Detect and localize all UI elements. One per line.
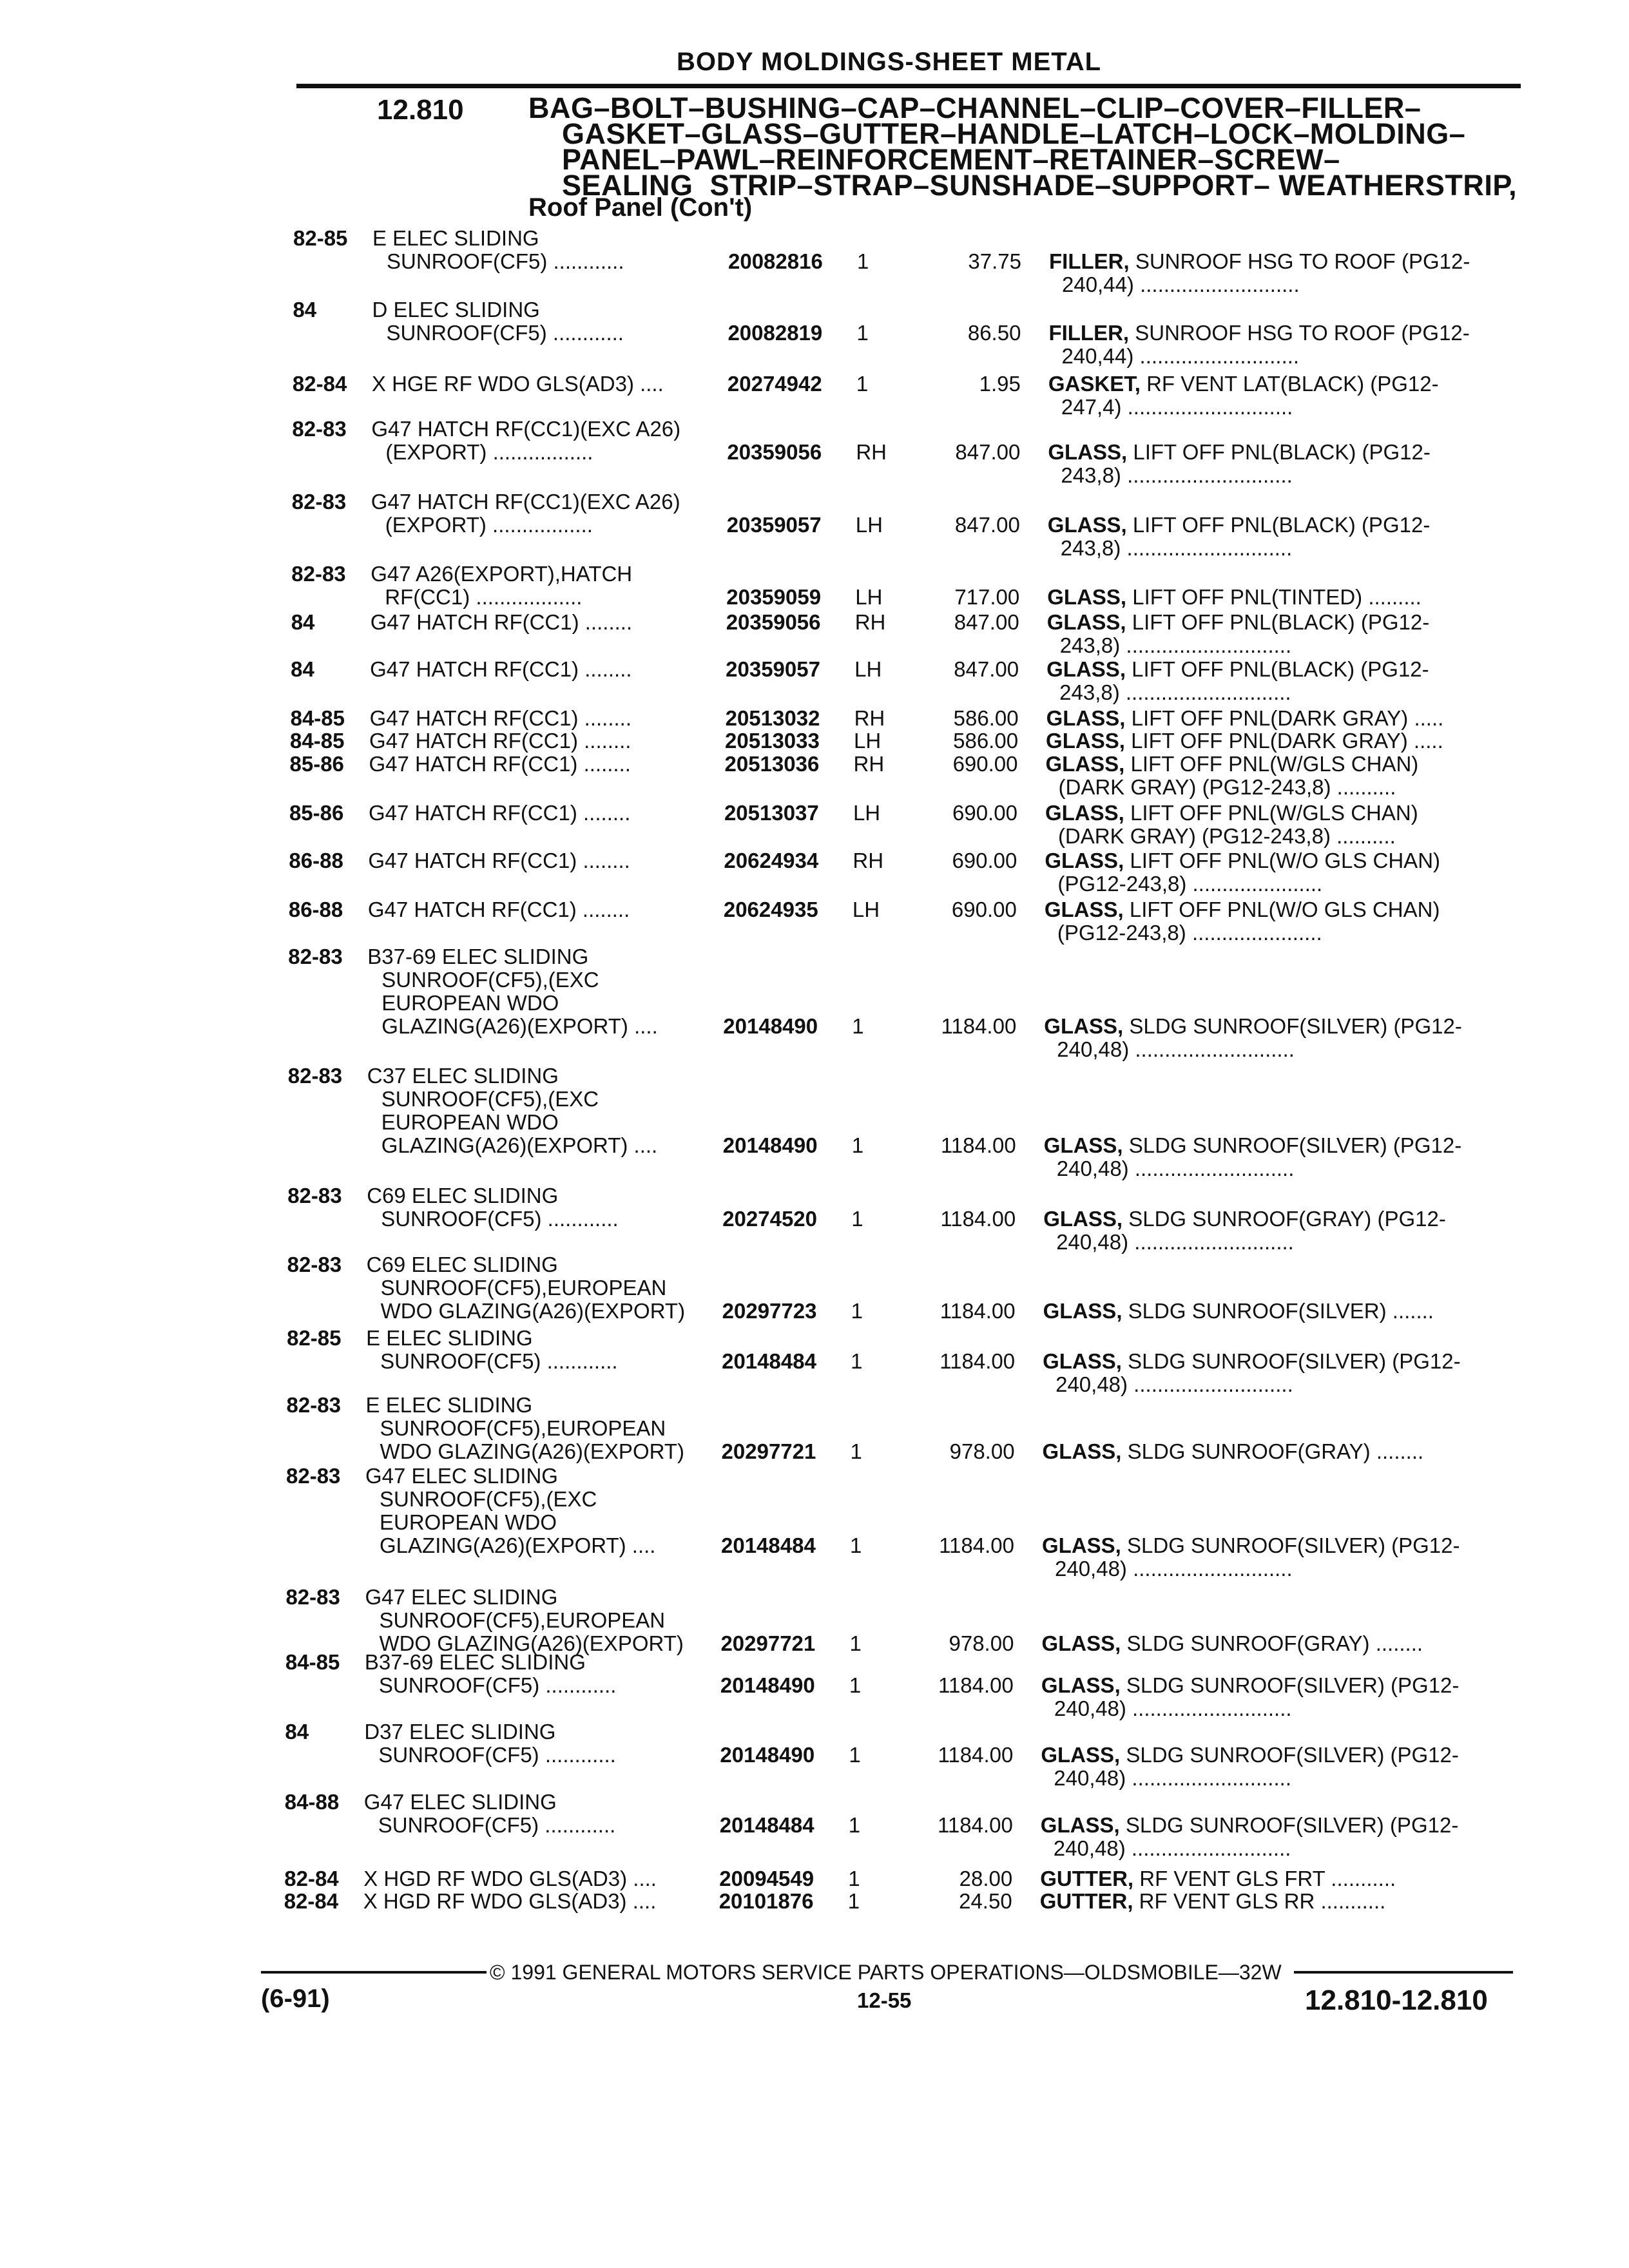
entry-part-number: 20148490 (720, 1743, 815, 1767)
entry-description-line: (DARK GRAY) (PG12-243,8) .......... (1058, 776, 1396, 799)
page-number: 12-55 (857, 1988, 912, 2012)
entry-year: 82-83 (292, 417, 347, 441)
entry-description-line: 240,44) ........................... (1061, 345, 1300, 368)
entry-part-number: 20148484 (721, 1533, 816, 1557)
entry-year: 84 (293, 298, 317, 322)
section-range: 12.810-12.810 (1305, 1984, 1488, 2016)
entry-year: 82-85 (293, 226, 348, 250)
entry-part-number: 20624934 (724, 849, 819, 872)
entry-quantity: 1 (851, 1133, 864, 1157)
entry-price: 28.00 (959, 1867, 1013, 1890)
entry-description-noun: GLASS, (1045, 753, 1125, 776)
entry-part-number: 20148484 (722, 1349, 816, 1373)
entry-description-line: 240,48) ........................... (1056, 1157, 1295, 1180)
entry-description-noun: GLASS, (1047, 586, 1127, 609)
entry-description-line: 243,8) ............................ (1060, 537, 1293, 560)
entry-description-line: GLASS, LIFT OFF PNL(DARK GRAY) ..... (1046, 707, 1444, 730)
entry-model-line: SUNROOF(CF5) ............ (386, 321, 624, 345)
entry-description-line: 240,44) ........................... (1062, 273, 1300, 296)
entry-part-number: 20148490 (723, 1014, 818, 1038)
entry-description-line: GLASS, SLDG SUNROOF(SILVER) (PG12- (1043, 1350, 1461, 1373)
entry-year: 82-83 (291, 490, 347, 514)
entry-model-line: G47 HATCH RF(CC1) ........ (367, 898, 630, 921)
entry-price: 1184.00 (937, 1813, 1013, 1837)
entry-description-line: GLASS, LIFT OFF PNL(BLACK) (PG12- (1048, 441, 1431, 464)
entry-part-number: 20094549 (719, 1867, 815, 1890)
entry-description-line: (PG12-243,8) ...................... (1057, 872, 1323, 896)
entry-model-line: G47 HATCH RF(CC1) ........ (368, 801, 631, 825)
entry-year: 84 (291, 610, 315, 634)
entry-year: 82-84 (292, 372, 347, 396)
entry-year: 82-84 (284, 1867, 339, 1890)
entry-year: 82-83 (291, 562, 346, 586)
entry-description-line: GLASS, LIFT OFF PNL(W/GLS CHAN) (1045, 802, 1418, 825)
entry-description-noun: GLASS, (1040, 1814, 1120, 1837)
entry-part-number: 20513036 (724, 752, 820, 776)
entry-model-line: G47 HATCH RF(CC1) ........ (369, 752, 631, 776)
revision-date: (6-91) (261, 1984, 330, 2013)
entry-model-line: SUNROOF(CF5),(EXC (381, 1087, 599, 1111)
entry-part-number: 20297721 (721, 1439, 816, 1463)
entry-description-line: GASKET, RF VENT LAT(BLACK) (PG12- (1048, 372, 1439, 396)
entry-description-noun: GLASS, (1046, 729, 1125, 753)
entry-price: 1184.00 (941, 1014, 1017, 1038)
entry-model-line: EUROPEAN WDO (381, 991, 559, 1015)
entry-part-number: 20359056 (727, 440, 822, 464)
entry-description-line: 247,4) ............................ (1061, 396, 1293, 419)
entry-description-noun: FILLER, (1049, 250, 1130, 273)
entry-model-line: C69 ELEC SLIDING (367, 1184, 559, 1207)
entry-year: 84-85 (290, 729, 345, 753)
entry-description-line: 243,8) ............................ (1059, 634, 1292, 657)
section-subtitle: Roof Panel (Con't) (528, 193, 753, 222)
entry-year: 86-88 (288, 898, 343, 921)
entry-part-number: 20359057 (726, 657, 820, 681)
entry-quantity: 1 (850, 1439, 862, 1463)
entry-description-line: 243,8) ............................ (1061, 464, 1293, 487)
entry-model-line: SUNROOF(CF5),(EXC (381, 968, 599, 992)
entry-price: 690.00 (952, 849, 1017, 872)
copyright-notice: © 1991 GENERAL MOTORS SERVICE PARTS OPERATIONS—OLDSMOBILE—32W (490, 1961, 1282, 1984)
entry-model-line: C69 ELEC SLIDING (366, 1253, 558, 1276)
entry-description-line: GLASS, LIFT OFF PNL(TINTED) ......... (1047, 586, 1422, 609)
entry-year: 84-85 (285, 1650, 340, 1674)
entry-description-noun: GLASS, (1041, 1674, 1121, 1697)
entry-price: 690.00 (951, 898, 1017, 921)
entry-description-line: (DARK GRAY) (PG12-243,8) .......... (1057, 825, 1396, 848)
header-rule (296, 84, 1521, 88)
entry-year: 82-85 (287, 1326, 342, 1350)
entry-quantity: LH (855, 585, 883, 609)
entry-price: 1184.00 (940, 1349, 1016, 1373)
entry-quantity: 1 (848, 1867, 860, 1890)
entry-model-line: G47 HATCH RF(CC1) ........ (370, 610, 633, 634)
entry-model-line: D ELEC SLIDING (372, 298, 540, 322)
entry-year: 82-83 (288, 945, 343, 968)
entry-price: 1.95 (979, 372, 1021, 396)
entry-quantity: RH (853, 849, 884, 872)
entry-model-line: X HGD RF WDO GLS(AD3) .... (363, 1889, 657, 1913)
entry-part-number: 20513033 (725, 729, 820, 753)
entry-description-line: GLASS, SLDG SUNROOF(SILVER) (PG12- (1041, 1674, 1460, 1697)
entry-quantity: RH (856, 440, 887, 464)
entry-model-line: E ELEC SLIDING (365, 1393, 533, 1417)
entry-part-number: 20148490 (722, 1133, 818, 1157)
entry-description-line: FILLER, SUNROOF HSG TO ROOF (PG12- (1048, 322, 1470, 345)
entry-description-noun: GLASS, (1044, 1015, 1124, 1038)
entry-part-number: 20148490 (720, 1673, 815, 1697)
entry-description-line: GLASS, LIFT OFF PNL(BLACK) (PG12- (1046, 611, 1430, 634)
entry-price: 1184.00 (940, 1133, 1016, 1157)
entry-price: 690.00 (952, 801, 1017, 825)
entry-price: 24.50 (959, 1889, 1012, 1913)
entry-part-number: 20274942 (727, 372, 822, 396)
entry-description-line: FILLER, SUNROOF HSG TO ROOF (PG12- (1049, 250, 1470, 273)
entry-description-noun: GASKET, (1048, 372, 1141, 396)
entry-year: 82-83 (286, 1393, 341, 1417)
entry-year: 82-83 (287, 1064, 343, 1088)
entry-description-noun: GLASS, (1042, 1534, 1121, 1557)
entry-year: 82-84 (284, 1889, 339, 1913)
entry-model-line: SUNROOF(CF5),EUROPEAN (380, 1416, 666, 1440)
entry-model-line: SUNROOF(CF5) ............ (387, 249, 624, 273)
entry-part-number: 20082819 (728, 321, 823, 345)
entry-description-line: GLASS, SLDG SUNROOF(SILVER) (PG12- (1044, 1015, 1462, 1038)
entry-part-number: 20274520 (722, 1207, 818, 1231)
entry-description-line: 240,48) ........................... (1055, 1557, 1293, 1581)
entry-description-line: GLASS, LIFT OFF PNL(W/O GLS CHAN) (1044, 898, 1440, 921)
entry-quantity: LH (854, 657, 882, 681)
entry-description-noun: GLASS, (1043, 1134, 1123, 1157)
entry-description-line: GLASS, LIFT OFF PNL(BLACK) (PG12- (1046, 658, 1429, 681)
entry-quantity: 1 (852, 1014, 864, 1038)
entry-description-line: GUTTER, RF VENT GLS FRT ........... (1040, 1867, 1396, 1890)
entry-model-line: C37 ELEC SLIDING (367, 1064, 559, 1088)
entry-model-line: WDO GLAZING(A26)(EXPORT) (379, 1631, 684, 1655)
entry-model-line: G47 HATCH RF(CC1) ........ (369, 729, 631, 753)
entry-price: 1184.00 (940, 1207, 1016, 1231)
entry-model-line: GLAZING(A26)(EXPORT) .... (381, 1133, 658, 1157)
entry-description-line: GLASS, LIFT OFF PNL(W/GLS CHAN) (1045, 753, 1419, 776)
entry-model-line: SUNROOF(CF5) ............ (381, 1207, 619, 1231)
entry-description-noun: GUTTER, (1039, 1890, 1133, 1913)
entry-description-line: GLASS, SLDG SUNROOF(SILVER) (PG12- (1043, 1134, 1462, 1157)
entry-model-line: WDO GLAZING(A26)(EXPORT) (380, 1439, 684, 1463)
entry-description-noun: GLASS, (1046, 658, 1126, 681)
entry-model-line: EUROPEAN WDO (381, 1110, 559, 1134)
entry-price: 978.00 (949, 1631, 1014, 1655)
entry-description-noun: GLASS, (1042, 1440, 1122, 1463)
entry-price: 978.00 (949, 1439, 1015, 1463)
entry-model-line: SUNROOF(CF5) ............ (380, 1349, 618, 1373)
entry-description-noun: GLASS, (1043, 1350, 1122, 1373)
footer-rule-right (1294, 1971, 1513, 1974)
entry-description-line: GLASS, SLDG SUNROOF(SILVER) (PG12- (1040, 1814, 1459, 1837)
entry-description-noun: GLASS, (1043, 1207, 1123, 1231)
entry-year: 82-83 (286, 1464, 341, 1488)
entry-price: 847.00 (954, 513, 1020, 537)
entry-model-line: SUNROOF(CF5) ............ (378, 1813, 616, 1837)
entry-part-number: 20513032 (725, 706, 820, 730)
entry-quantity: LH (853, 801, 881, 825)
footer-rule-left (261, 1971, 487, 1974)
entry-price: 1184.00 (940, 1299, 1016, 1323)
entry-price: 586.00 (953, 729, 1019, 753)
entry-model-line: E ELEC SLIDING (366, 1326, 533, 1350)
entry-description-line: GUTTER, RF VENT GLS RR ........... (1039, 1890, 1386, 1913)
entry-price: 847.00 (954, 657, 1019, 681)
entry-price: 717.00 (954, 585, 1020, 609)
entry-model-line: X HGE RF WDO GLS(AD3) .... (371, 372, 664, 396)
entry-description-line: GLASS, SLDG SUNROOF(SILVER) (PG12- (1041, 1744, 1459, 1767)
entry-price: 37.75 (968, 249, 1021, 273)
entry-part-number: 20359057 (726, 513, 822, 537)
entry-price: 1184.00 (938, 1673, 1014, 1697)
entry-year: 82-83 (285, 1585, 340, 1609)
entry-price: 86.50 (967, 321, 1021, 345)
entry-year: 82-83 (287, 1253, 342, 1276)
entry-description-line: 240,48) ........................... (1056, 1231, 1294, 1254)
entry-description-line: GLASS, LIFT OFF PNL(W/O GLS CHAN) (1045, 849, 1441, 872)
entry-year: 84-85 (290, 706, 345, 730)
entry-description-line: GLASS, SLDG SUNROOF(GRAY) ........ (1041, 1632, 1423, 1655)
entry-price: 1184.00 (939, 1533, 1014, 1557)
entry-part-number: 20513037 (724, 801, 819, 825)
entry-price: 847.00 (955, 440, 1021, 464)
entry-model-line: EUROPEAN WDO (380, 1510, 557, 1534)
entry-model-line: X HGD RF WDO GLS(AD3) .... (363, 1867, 657, 1890)
entry-model-line: E ELEC SLIDING (372, 226, 539, 250)
entry-model-line: G47 HATCH RF(CC1) ........ (368, 849, 630, 872)
entry-year: 85-86 (289, 752, 344, 776)
entry-part-number: 20624935 (723, 898, 818, 921)
entry-quantity: 1 (851, 1349, 863, 1373)
entry-description-line: 240,48) ........................... (1055, 1373, 1293, 1396)
entry-part-number: 20297721 (720, 1631, 816, 1655)
entry-quantity: RH (853, 752, 885, 776)
entry-model-line: SUNROOF(CF5) ............ (378, 1673, 617, 1697)
entry-description-noun: GLASS, (1046, 611, 1126, 634)
entry-quantity: 1 (848, 1813, 861, 1837)
entry-model-line: GLAZING(A26)(EXPORT) .... (380, 1533, 656, 1557)
entry-description-line: (PG12-243,8) ...................... (1057, 921, 1322, 945)
entry-model-line: SUNROOF(CF5) ............ (378, 1743, 616, 1767)
entry-model-line: G47 HATCH RF(CC1) ........ (370, 657, 632, 681)
entry-quantity: 1 (847, 1889, 860, 1913)
entry-description-noun: GLASS, (1041, 1632, 1121, 1655)
entry-price: 690.00 (952, 752, 1018, 776)
entry-quantity: 1 (856, 321, 869, 345)
entry-year: 82-83 (287, 1184, 342, 1207)
entry-price: 1184.00 (938, 1743, 1014, 1767)
entry-quantity: LH (855, 513, 883, 537)
entry-quantity: 1 (849, 1673, 862, 1697)
entry-quantity: 1 (849, 1631, 862, 1655)
entry-description-line: 240,48) ........................... (1053, 1837, 1291, 1860)
entry-description-line: 240,48) ........................... (1057, 1038, 1295, 1061)
entry-description-noun: FILLER, (1048, 322, 1130, 345)
entry-model-line: D37 ELEC SLIDING (364, 1720, 556, 1744)
entry-description-line: GLASS, SLDG SUNROOF(GRAY) (PG12- (1043, 1207, 1446, 1231)
entry-model-line: RF(CC1) .................. (385, 585, 583, 609)
entry-model-line: G47 HATCH RF(CC1)(EXC A26) (371, 490, 680, 514)
entry-description-line: GLASS, LIFT OFF PNL(BLACK) (PG12- (1047, 514, 1431, 537)
entry-model-line: G47 HATCH RF(CC1) ........ (369, 706, 632, 730)
entry-quantity: LH (854, 729, 882, 753)
entry-model-line: G47 A26(EXPORT),HATCH (371, 562, 633, 586)
entry-quantity: LH (852, 898, 880, 921)
entry-part-number: 20359056 (726, 610, 821, 634)
entry-description-noun: GLASS, (1045, 802, 1124, 825)
entry-part-number: 20148484 (719, 1813, 815, 1837)
entry-part-number: 20101876 (718, 1889, 814, 1913)
entry-description-line: GLASS, SLDG SUNROOF(GRAY) ........ (1042, 1440, 1424, 1463)
entry-model-line: SUNROOF(CF5),EUROPEAN (379, 1608, 666, 1632)
entry-quantity: RH (854, 610, 886, 634)
entry-year: 86-88 (289, 849, 343, 872)
entry-model-line: G47 ELEC SLIDING (363, 1790, 557, 1814)
entry-year: 84 (291, 657, 314, 681)
entry-description-line: 240,48) ........................... (1054, 1767, 1291, 1790)
entry-model-line: G47 HATCH RF(CC1)(EXC A26) (371, 417, 681, 441)
entry-quantity: 1 (851, 1299, 863, 1323)
entry-quantity: 1 (851, 1207, 863, 1231)
entry-description-line: 243,8) ............................ (1059, 681, 1291, 704)
section-title: BAG–BOLT–BUSHING–CAP–CHANNEL–CLIP–COVER–FILLER– GASKET–GLASS–GUTTER–HANDLE–LATCH–LOCK–MOLDING– PANEL–PAWL–REINFORCEMENT–RETAINER–SCREW– SEALING STRIP–STRAP–SUNSHADE–SUPPORT– WEATHERSTRIP, (528, 91, 1518, 202)
entry-part-number: 20359059 (726, 585, 822, 609)
entry-description-noun: GLASS, (1044, 898, 1124, 921)
entry-description-line: GLASS, SLDG SUNROOF(SILVER) ....... (1043, 1300, 1434, 1323)
entry-year: 85-86 (289, 801, 344, 825)
entry-description-noun: GLASS, (1043, 1300, 1123, 1323)
entry-description-noun: GLASS, (1046, 707, 1126, 730)
entry-model-line: G47 ELEC SLIDING (365, 1464, 558, 1488)
entry-part-number: 20082816 (728, 249, 823, 273)
entry-description-line: 240,48) ........................... (1054, 1697, 1292, 1720)
page-header-title: BODY MOLDINGS-SHEET METAL (677, 48, 1102, 76)
entry-quantity: 1 (856, 372, 869, 396)
entry-model-line: B37-69 ELEC SLIDING (364, 1650, 586, 1674)
entry-description-noun: GLASS, (1047, 514, 1127, 537)
entry-quantity: 1 (850, 1533, 862, 1557)
entry-price: 586.00 (953, 706, 1019, 730)
entry-model-line: SUNROOF(CF5),EUROPEAN (380, 1276, 667, 1300)
entry-description-line: GLASS, LIFT OFF PNL(DARK GRAY) ..... (1046, 729, 1443, 753)
entry-model-line: (EXPORT) ................. (385, 440, 593, 464)
entry-quantity: 1 (849, 1743, 861, 1767)
entry-model-line: GLAZING(A26)(EXPORT) .... (381, 1014, 658, 1038)
entry-model-line: B37-69 ELEC SLIDING (367, 945, 589, 968)
entry-model-line: WDO GLAZING(A26)(EXPORT) (380, 1299, 686, 1323)
entry-quantity: 1 (857, 249, 869, 273)
entry-description-noun: GLASS, (1045, 849, 1124, 872)
entry-model-line: SUNROOF(CF5),(EXC (380, 1487, 597, 1511)
section-number: 12.810 (377, 94, 464, 126)
entry-part-number: 20297723 (722, 1299, 817, 1323)
entry-year: 84 (285, 1720, 309, 1744)
entry-description-line: GLASS, SLDG SUNROOF(SILVER) (PG12- (1042, 1534, 1460, 1557)
entry-description-noun: GLASS, (1041, 1744, 1121, 1767)
entry-model-line: G47 ELEC SLIDING (365, 1585, 558, 1609)
entry-model-line: (EXPORT) ................. (385, 513, 593, 537)
entry-year: 84-88 (284, 1790, 340, 1814)
entry-description-noun: GLASS, (1048, 441, 1128, 464)
entry-quantity: RH (854, 706, 885, 730)
entry-description-noun: GUTTER, (1040, 1867, 1134, 1890)
entry-price: 847.00 (954, 610, 1019, 634)
